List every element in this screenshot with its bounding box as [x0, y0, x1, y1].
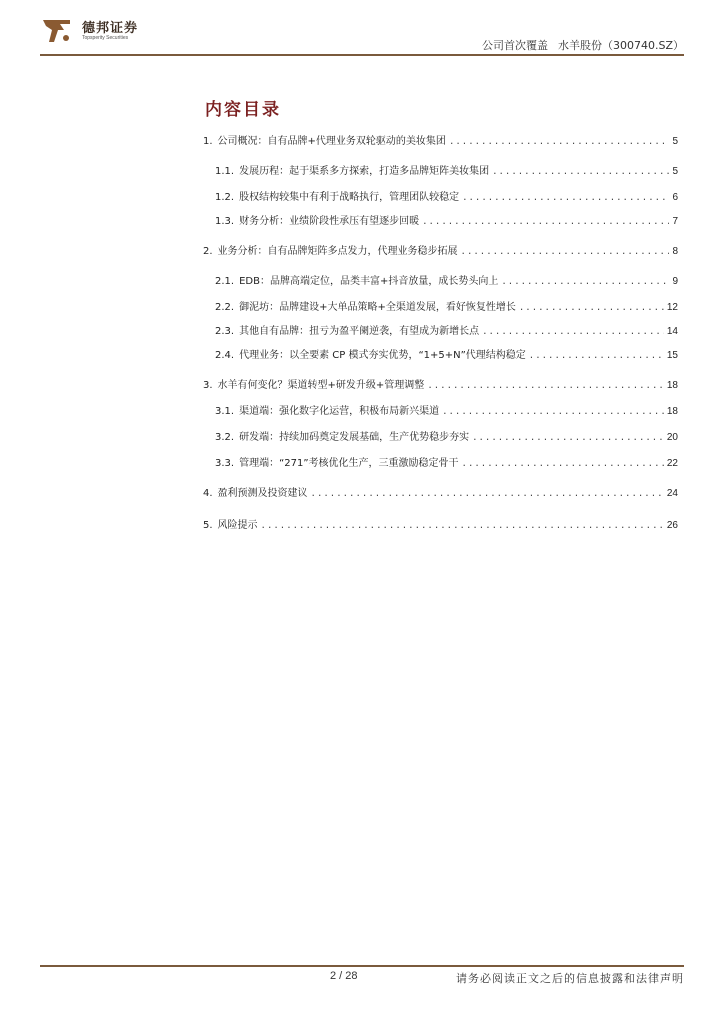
- toc-entry[interactable]: [215, 298, 678, 314]
- toc-entry-page: 15: [666, 350, 678, 361]
- toc-entry-title: 财务分析：业绩阶段性承压有望逐步回暖: [239, 216, 420, 227]
- toc-entry[interactable]: [203, 376, 678, 392]
- toc-entry[interactable]: [203, 484, 678, 500]
- toc-dot-leader: [427, 381, 664, 391]
- toc-entry[interactable]: [215, 428, 678, 444]
- toc-title: 内容目录: [205, 100, 281, 120]
- toc-entry-number: 2.3.: [215, 326, 235, 337]
- toc-entry-title: 管理端：“271”考核优化生产，三重激励稳定骨干: [239, 458, 459, 469]
- toc-entry[interactable]: [215, 162, 678, 178]
- toc-entry-title: 业务分析：自有品牌矩阵多点发力，代理业务稳步拓展: [217, 246, 458, 257]
- toc-entry-page: 7: [672, 216, 678, 227]
- toc-entry-number: 3.3.: [215, 458, 235, 469]
- toc-dot-leader: [462, 459, 664, 469]
- toc-entry-page: 24: [666, 488, 678, 499]
- toc-entry-title: 研发端：持续加码奠定发展基础，生产优势稳步夯实: [239, 432, 470, 443]
- toc-entry-page: 12: [666, 302, 678, 313]
- toc-entry-number: 3.1.: [215, 406, 235, 417]
- header-report-info: [482, 37, 684, 53]
- toc-entry-page: 5: [672, 136, 678, 147]
- toc-entry-number: 2.2.: [215, 302, 235, 313]
- toc-entry[interactable]: [215, 346, 678, 362]
- toc-dot-leader: [472, 433, 664, 443]
- toc-entry-page: 14: [666, 326, 678, 337]
- toc-entry-page: 6: [672, 192, 678, 203]
- toc-entry-page: 20: [666, 432, 678, 443]
- header-divider: [40, 54, 684, 56]
- toc-entry-title: 盈利预测及投资建议: [217, 488, 308, 499]
- toc-entry[interactable]: [215, 212, 678, 228]
- page-number: 2 / 28: [330, 970, 358, 982]
- company-ticker: 水羊股份（300740.SZ）: [557, 39, 684, 52]
- company-logo: [40, 14, 180, 50]
- toc-entry-title: 其他自有品牌：扭亏为盈平阑逆袭，有望成为新增长点: [239, 326, 480, 337]
- footer-disclaimer: 请务必阅读正文之后的信息披露和法律声明: [456, 972, 684, 985]
- toc-dot-leader: [482, 327, 664, 337]
- toc-entry-number: 2.1.: [215, 276, 235, 287]
- report-type: 公司首次覆盖: [481, 39, 548, 52]
- toc-dot-leader: [501, 277, 669, 287]
- toc-entry-number: 3.: [203, 380, 213, 391]
- toc-entry-page: 18: [666, 380, 678, 391]
- toc-entry-number: 3.2.: [215, 432, 235, 443]
- toc-dot-leader: [462, 193, 669, 203]
- toc-dot-leader: [442, 407, 664, 417]
- toc-dot-leader: [492, 167, 669, 177]
- toc-dot-leader: [529, 351, 664, 361]
- toc-entry[interactable]: [215, 272, 678, 288]
- logo-english-name: Topsperity Securities: [82, 35, 129, 41]
- toc-entry-title: 公司概况：自有品牌+代理业务双轮驱动的美妆集团: [217, 136, 446, 147]
- toc-dot-leader: [311, 489, 664, 499]
- toc-entry-number: 1.2.: [215, 192, 235, 203]
- toc-entry-page: 18: [666, 406, 678, 417]
- toc-entry[interactable]: [203, 132, 678, 148]
- toc-entry-page: 22: [666, 458, 678, 469]
- toc-entry-title: 水羊有何变化？渠道转型+研发升级+管理调整: [217, 380, 425, 391]
- toc-entry-page: 8: [672, 246, 678, 257]
- logo-icon: [40, 14, 74, 48]
- toc-entry-title: 代理业务：以全要素 CP 模式夯实优势，“1+5+N”代理结构稳定: [239, 350, 526, 361]
- footer-divider: [40, 965, 684, 967]
- toc-entry[interactable]: [215, 188, 678, 204]
- toc-entry[interactable]: [215, 322, 678, 338]
- toc-entry[interactable]: [203, 516, 678, 532]
- toc-dot-leader: [461, 247, 670, 257]
- toc-entry-number: 4.: [203, 488, 213, 499]
- toc-entry-title: 渠道端：强化数字化运营，积极布局新兴渠道: [239, 406, 440, 417]
- toc-entry-number: 1.1.: [215, 166, 235, 177]
- logo-chinese-name: 德邦证券: [82, 21, 139, 36]
- toc-entry-title: 御泥坊：品牌建设+大单品策略+全渠道发展，看好恢复性增长: [239, 302, 516, 313]
- toc-entry-title: 股权结构较集中有利于战略执行，管理团队较稳定: [239, 192, 460, 203]
- toc-entry-number: 2.: [203, 246, 213, 257]
- toc-entry-page: 26: [666, 520, 678, 531]
- toc-entry[interactable]: [215, 402, 678, 418]
- toc-dot-leader: [261, 521, 664, 531]
- toc-entry-number: 1.: [203, 136, 213, 147]
- toc-entry-page: 5: [672, 166, 678, 177]
- toc-entry-title: 风险提示: [217, 520, 258, 531]
- toc-dot-leader: [449, 137, 670, 147]
- toc-entry-number: 5.: [203, 520, 213, 531]
- toc-entry-page: 9: [672, 276, 678, 287]
- toc-dot-leader: [422, 217, 669, 227]
- toc-entry[interactable]: [203, 242, 678, 258]
- toc-entry-title: EDB：品牌高端定位，品类丰富+抖音放量，成长势头向上: [239, 276, 499, 287]
- toc-entry-number: 1.3.: [215, 216, 235, 227]
- toc-entry[interactable]: [215, 454, 678, 470]
- toc-entry-number: 2.4.: [215, 350, 235, 361]
- toc-entry-title: 发展历程：起于渠系多方探索，打造多品牌矩阵美妆集团: [239, 166, 490, 177]
- toc-dot-leader: [519, 303, 664, 313]
- page-header: [40, 14, 684, 58]
